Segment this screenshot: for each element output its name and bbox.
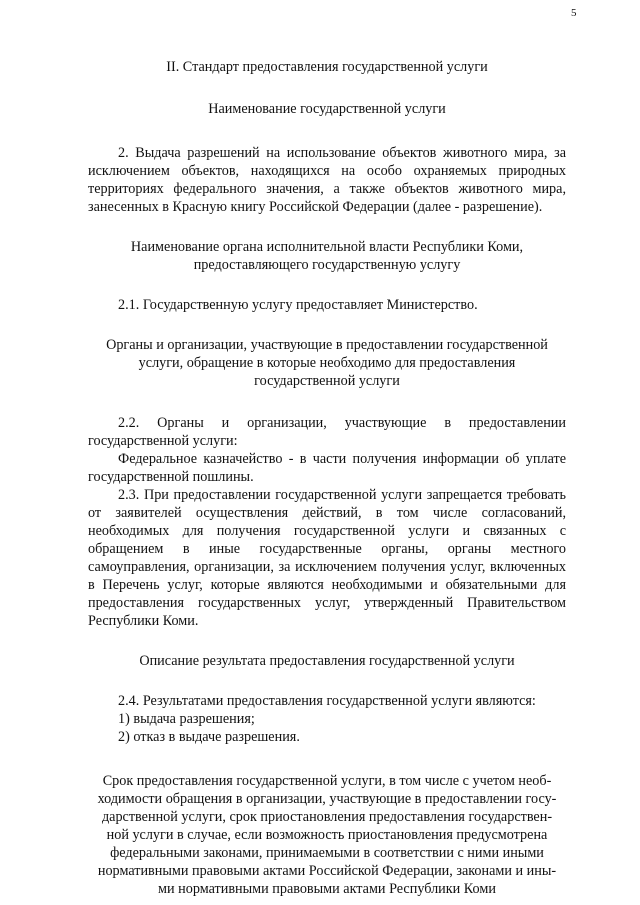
paragraph-2-4-item-1: 1) выдача разрешения;	[118, 711, 255, 727]
heading-result: Описание результата предоставления государственной услуги	[139, 653, 515, 669]
heading-organizations-line: Органы и организации, участвующие в предоставлении государственной	[106, 337, 548, 353]
paragraph-2-1: 2.1. Государственную услугу предоставляет Министерство.	[118, 297, 478, 313]
heading-term-line: ной услуги в случае, если возможность приостановления предусмотрена	[106, 827, 548, 843]
paragraph-2-3: 2.3. При предоставлении государственной услуги запрещается требовать от заявителей осуществления действий, в том числе согласований, необходимых для получения государственной услуги и связанных с обращением в иные государственные органы, органы местного самоуправления, организации, за исключением получения услуг, включенных в Перечень услуг, которые являются необходимыми и обязательными для предоставления государственных услуг, утвержденный Правительством Республики Коми.	[88, 487, 566, 629]
heading-organizations	[88, 336, 566, 390]
heading-term-line: нормативными правовыми актами Российской Федерации, законами и ины-	[97, 863, 557, 879]
heading-authority-line: предоставляющего государственную услугу	[193, 257, 461, 273]
heading-authority	[88, 238, 566, 274]
heading-term-line: федеральными законами, принимаемыми в соответствии с ними иными	[110, 845, 544, 861]
heading-service-name: Наименование государственной услуги	[208, 101, 446, 117]
page-number: 5	[571, 7, 577, 19]
heading-term-line: ми нормативными правовыми актами Республики Коми	[158, 881, 496, 897]
heading-organizations-line: услуги, обращение в которые необходимо для предоставления	[138, 355, 516, 371]
paragraph-2-2: 2.2. Органы и организации, участвующие в предоставлении государственной услуги:	[88, 415, 566, 449]
paragraph-2-2-item: Федеральное казначейство - в части получения информации об уплате государственной пошлины.	[88, 451, 566, 485]
section-title: II. Стандарт предоставления государственной услуги	[166, 59, 488, 75]
heading-term-line: ходимости обращения в организации, участвующие в предоставлении госу-	[97, 791, 557, 807]
heading-organizations-line: государственной услуги	[254, 373, 400, 389]
heading-term-line: дарственной услуги, срок приостановления предоставления государствен-	[101, 809, 553, 825]
paragraph-2: 2. Выдача разрешений на использование объектов животного мира, за исключением объектов, находящихся на особо охраняемых природных территориях федерального значения, а также объектов животного мира, занесенных в Красную книгу Российской Федерации (далее - разрешение).	[88, 145, 566, 215]
heading-term-line: Срок предоставления государственной услуги, в том числе с учетом необ-	[102, 773, 552, 789]
document-body	[88, 58, 566, 898]
heading-term	[88, 772, 566, 898]
paragraph-2-4-item-2: 2) отказ в выдаче разрешения.	[118, 729, 300, 745]
paragraph-2-4: 2.4. Результатами предоставления государственной услуги являются:	[118, 693, 536, 709]
heading-authority-line: Наименование органа исполнительной власти Республики Коми,	[130, 239, 524, 255]
